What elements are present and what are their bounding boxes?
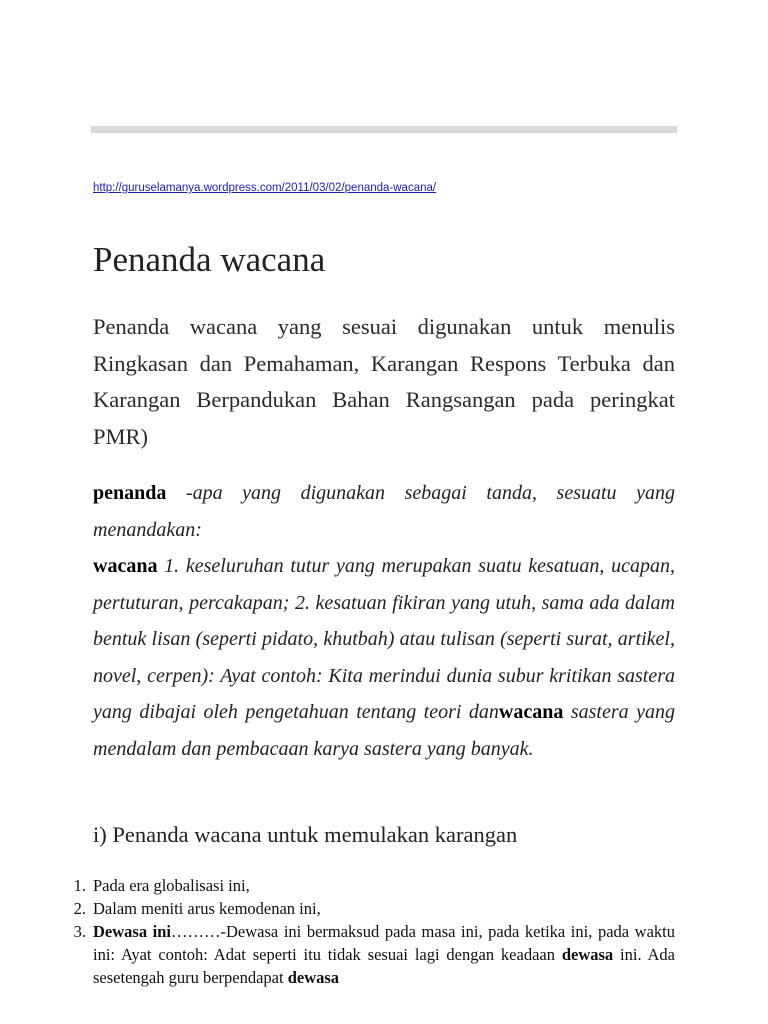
list-item-emphasis: dewasa [287,968,340,987]
list-number: 2. [73,899,86,918]
list-item-emphasis: dewasa [561,945,614,964]
definitions [93,475,675,767]
list-item-text: Pada era globalisasi ini, [93,876,250,895]
list-item [66,920,675,989]
emphasis-wacana: wacana [498,701,564,723]
intro-paragraph: Penanda wacana yang sesuai digunakan untuk menulis Ringkasan dan Pemahaman, Karangan Respons Terbuka dan Karangan Berpandukan Bahan Rangsangan pada peringkat PMR) [93,314,675,449]
term-wacana: wacana [93,555,158,577]
page-title: Penanda wacana [93,240,326,279]
list-item-term: Dewasa ini [93,922,172,941]
definition-penanda [93,475,675,548]
source-link[interactable]: http://guruselamanya.wordpress.com/2011/03/02/penanda-wacana/ [93,182,437,194]
section-heading: i) Penanda wacana untuk memulakan karangan [93,822,518,847]
list-item-text: ini. Ada sesetengah guru berpendapat [93,945,675,987]
definition-wacana-text: 1. keseluruhan tutur yang merupakan suatu kesatuan, ucapan, pertuturan, percakapan; 2. kesatuan fikiran yang utuh, sama ada dalam bentuk lisan (seperti pidato, khutbah) atau tulisan (seperti surat, artikel, novel, cerpen): Ayat contoh: Kita merindui dunia subur kritikan sastera yang dibajai oleh pengetahuan tentang teori dan [93,555,675,723]
definition-penanda-text: -apa yang digunakan sebagai tanda, sesuatu yang menandakan: [93,482,675,541]
list-item [66,897,675,920]
list-number: 1. [73,876,86,895]
opening-phrases-list [66,874,675,989]
definition-wacana [93,548,675,767]
list-item-text: Dalam meniti arus kemodenan ini, [93,899,321,918]
list-item [66,874,675,897]
definition-wacana-text-end: sastera yang mendalam dan pembacaan karya sastera yang banyak. [93,701,675,760]
list-item-text: ………-Dewasa ini bermaksud pada masa ini, pada ketika ini, pada waktu ini: Ayat contoh: Adat seperti itu tidak sesuai lagi dengan keadaan [93,922,675,964]
term-penanda: penanda [93,482,167,504]
list-number: 3. [73,922,86,941]
page-divider [91,126,677,133]
